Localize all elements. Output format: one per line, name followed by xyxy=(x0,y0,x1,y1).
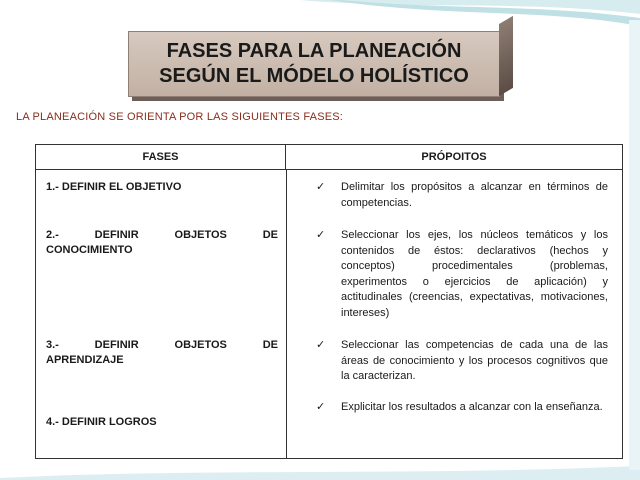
table-body-area xyxy=(36,170,622,458)
fase-2 xyxy=(46,228,278,258)
fase-2-line-1: 2.- DEFINIR OBJETOS DE xyxy=(46,229,278,241)
fase-2-line-2: CONOCIMIENTO xyxy=(46,244,133,256)
title-banner xyxy=(128,31,500,97)
table-body-row xyxy=(36,170,623,459)
fase-1: 1.- DEFINIR EL OBJETIVO xyxy=(46,181,182,193)
phases-table xyxy=(35,144,623,459)
check-mark-icon: ✓ xyxy=(316,229,326,241)
fase-3-line-1: 3.- DEFINIR OBJETOS DE xyxy=(46,339,278,351)
title-banner-3d-side xyxy=(499,16,513,96)
proposito-1-text: Delimitar los propósitos a alcanzar en términos de competencias. xyxy=(341,181,608,209)
title-line-2: SEGÚN EL MÓDELO HOLÍSTICO xyxy=(159,65,469,87)
proposito-1 xyxy=(316,180,608,211)
proposito-4 xyxy=(316,400,608,416)
proposito-2-text: Seleccionar los ejes, los núcleos temáticos y los contenidos de éstos: declarativos (hechos y conceptos) procedimentales (problemas, experimentos o ejercicios de aplicación) y actitudinales (creencias, expectativas, motivaciones, intereses) xyxy=(341,229,608,319)
table-header-row xyxy=(36,145,623,170)
proposito-3-text: Seleccionar las competencias de cada una de las áreas de conocimiento y los procesos cognitivos que la caracterizan. xyxy=(341,339,608,382)
fase-3-line-2: APRENDIZAJE xyxy=(46,354,124,366)
fase-4: 4.- DEFINIR LOGROS xyxy=(46,416,157,428)
proposito-2 xyxy=(316,228,608,321)
check-mark-icon: ✓ xyxy=(316,339,326,351)
proposito-4-text: Explicitar los resultados a alcanzar con la enseñanza. xyxy=(341,401,603,413)
header-fases: FASES xyxy=(36,145,286,170)
table-body-cell xyxy=(36,170,623,459)
proposito-3 xyxy=(316,338,608,385)
fase-3 xyxy=(46,338,278,368)
subtitle: LA PLANEACIÓN SE ORIENTA POR LAS SIGUIENTES FASES: xyxy=(16,111,344,123)
title-line-1: FASES PARA LA PLANEACIÓN xyxy=(166,40,462,62)
header-propositos: PRÓPOITOS xyxy=(286,145,623,170)
check-mark-icon: ✓ xyxy=(316,181,326,193)
check-mark-icon: ✓ xyxy=(316,401,326,413)
column-divider xyxy=(286,170,287,458)
